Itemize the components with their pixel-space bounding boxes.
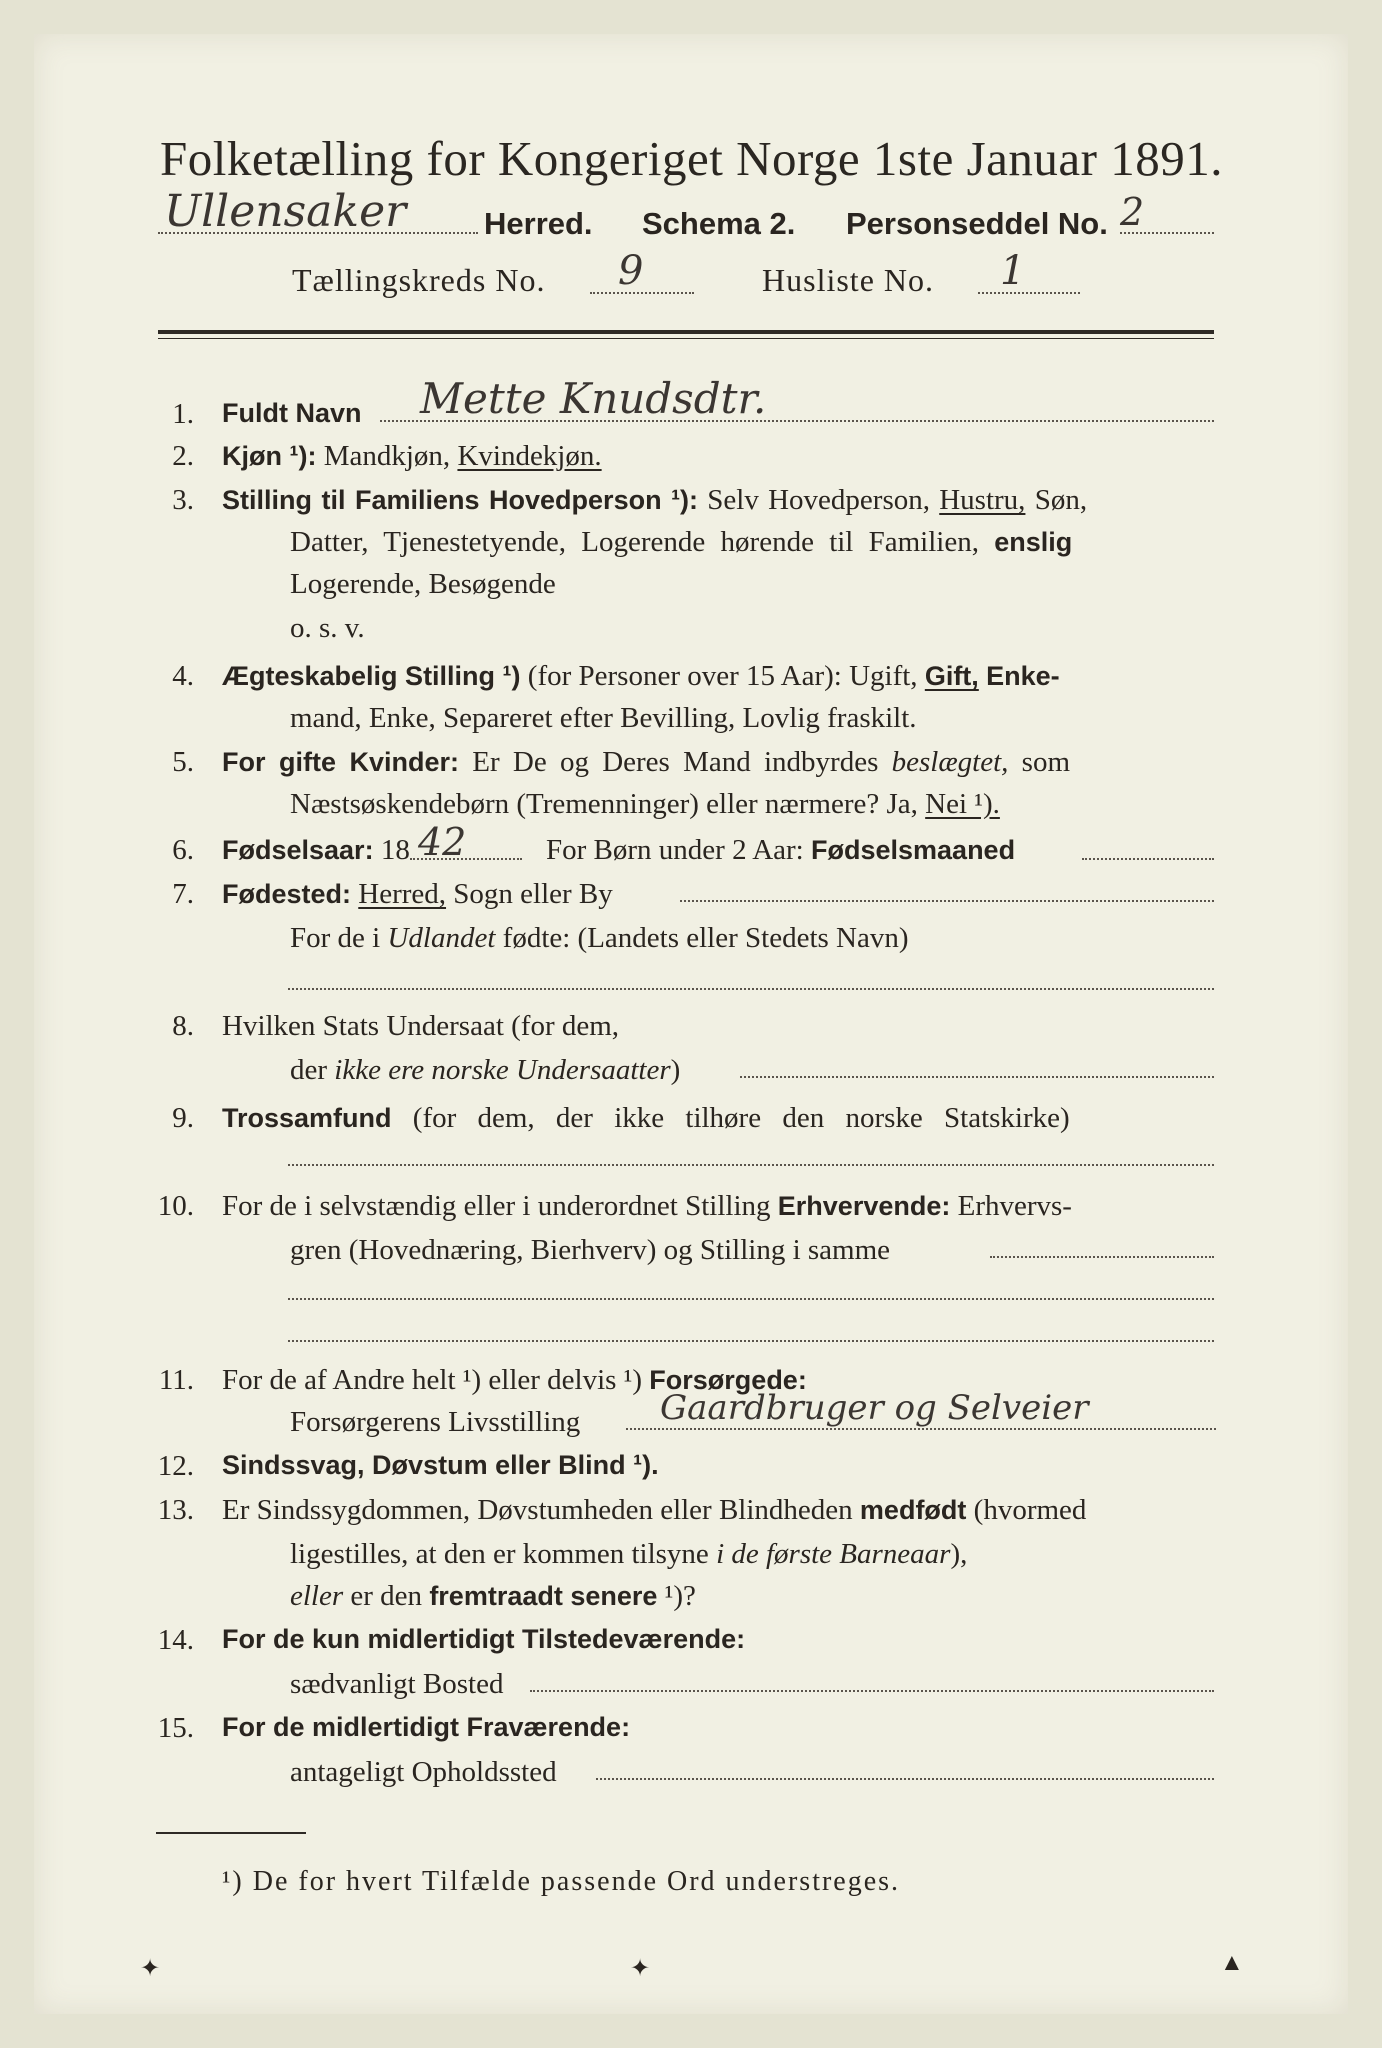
scan-mark-center: ✦ <box>630 1956 651 1982</box>
husliste-label: Husliste No. <box>762 262 934 298</box>
q13-fremtraadt-senere: fremtraadt senere <box>429 1581 658 1611</box>
q2-label: Kjøn ¹): <box>222 441 317 471</box>
q12-number: 12. <box>157 1450 194 1482</box>
q5-som: som <box>1021 746 1070 778</box>
q15-line2: antageligt Opholdssted <box>290 1756 557 1788</box>
q6-number: 6. <box>172 834 194 866</box>
q5-line2: Næstsøskendebørn (Tremenninger) eller nærmere? Ja, <box>290 788 918 820</box>
q12-label: Sindssvag, Døvstum eller Blind ¹). <box>222 1450 659 1480</box>
q10-erhvervende: Erhvervende: <box>777 1191 951 1221</box>
q1-name-value: Mette Knudsdtr. <box>420 374 767 423</box>
q3-option-hustru: Hustru, <box>939 484 1026 516</box>
q7-dotted-line <box>680 900 1214 902</box>
q2-option-mandkjon: Mandkjøn, <box>323 440 451 472</box>
q4-option-enke: Enke- <box>986 661 1060 691</box>
q3-option-enslig: enslig <box>994 527 1073 557</box>
q14-dotted-line <box>530 1690 1214 1692</box>
q13-line1-b: (hvormed <box>973 1494 1087 1526</box>
header-rule <box>158 330 1214 334</box>
q2-option-kvindekjon: Kvindekjøn. <box>457 440 602 472</box>
q15-number: 15. <box>157 1712 194 1744</box>
q8-number: 8. <box>172 1010 194 1042</box>
q8-line2-a: der <box>290 1054 328 1086</box>
q14-number: 14. <box>157 1624 194 1656</box>
q14-label: For de kun midlertidigt Tilstedeværende: <box>222 1624 746 1654</box>
q13-number: 13. <box>157 1494 194 1526</box>
q6-label: Fødselsaar: <box>222 835 374 865</box>
q3-option-hovedperson: Selv Hovedperson, <box>707 484 930 516</box>
scan-mark-right: ▲ <box>1220 1950 1244 1976</box>
q13-line3-a: eller <box>290 1580 344 1612</box>
q13-line3-b: er den <box>350 1580 423 1612</box>
personseddel-dotted-line <box>1120 232 1214 234</box>
q10-number: 10. <box>157 1190 194 1222</box>
q13-line1-a: Er Sindssygdommen, Døvstumheden eller Blindheden <box>222 1494 853 1526</box>
q13-line2-b: i de første Barneaar <box>716 1538 951 1570</box>
q6-fodselsmaaned: Fødselsmaaned <box>811 835 1016 865</box>
schema-label: Schema 2. <box>642 206 796 241</box>
q5-beslaegtet: beslægtet, <box>891 746 1009 778</box>
q3-number: 3. <box>172 484 194 516</box>
q1-label: Fuldt Navn <box>222 398 362 428</box>
husliste-dotted-line <box>978 292 1080 294</box>
q11-line2: Forsørgerens Livsstilling <box>290 1406 581 1438</box>
q10-answer-line-1 <box>288 1298 1214 1300</box>
q3-label: Stilling til Familiens Hovedperson ¹): <box>222 485 699 515</box>
q5-question-text: Er De og Deres Mand indbyrdes <box>472 746 879 778</box>
q6-year-value: 42 <box>418 820 467 864</box>
q6-maaned-dotted-line <box>1082 858 1214 860</box>
q6-year-prefix: 18 <box>380 834 410 866</box>
q7-udlandet: Udlandet <box>387 922 496 954</box>
personseddel-value: 2 <box>1120 190 1145 234</box>
form-title: Folketælling for Kongeriget Norge 1ste Januar 1891. <box>160 131 1223 186</box>
personseddel-label: Personseddel No. <box>846 206 1108 241</box>
q8-dotted-line <box>740 1076 1214 1078</box>
kreds-value: 9 <box>618 248 644 294</box>
husliste-value: 1 <box>1000 248 1026 294</box>
q9-answer-line <box>288 1164 1214 1166</box>
q13-medfodt: medfødt <box>859 1495 967 1525</box>
herred-value: Ullensaker <box>164 186 407 237</box>
q11-line1-a: For de af Andre helt ¹) eller delvis ¹) <box>222 1364 643 1396</box>
q15-dotted-line <box>596 1778 1214 1780</box>
herred-label: Herred. <box>484 206 593 241</box>
q13-line2-a: ligestilles, at den er kommen tilsyne <box>290 1538 709 1570</box>
q7-label: Fødested: <box>222 879 352 909</box>
q7-option-sogn: Sogn eller By <box>453 878 613 910</box>
q4-option-ugift: (for Personer over 15 Aar): Ugift, <box>527 660 918 692</box>
q6-year-dotted-line <box>410 858 522 860</box>
q8-line2-b: ikke ere norske Undersaatter <box>334 1054 671 1086</box>
q10-line1-a: For de i selvstændig eller i underordnet Stilling <box>222 1190 771 1222</box>
q8-line1: Hvilken Stats Undersaat (for dem, <box>222 1010 620 1042</box>
q3-option-son: Søn, <box>1034 484 1088 516</box>
q9-number: 9. <box>172 1102 194 1134</box>
scan-mark-left: ✦ <box>140 1956 161 1982</box>
q11-number: 11. <box>158 1364 194 1396</box>
q5-number: 5. <box>172 746 194 778</box>
q7-option-herred: Herred, <box>358 878 447 910</box>
q11-dotted-line <box>626 1428 1216 1430</box>
q3-options-line4: o. s. v. <box>290 612 365 644</box>
kreds-dotted-line <box>590 292 694 294</box>
q2-number: 2. <box>172 440 194 472</box>
q6-children-text: For Børn under 2 Aar: <box>546 834 804 866</box>
q1-number: 1. <box>172 398 194 430</box>
q10-dotted-line <box>990 1256 1214 1258</box>
q3-options-line2: Datter, Tjenestetyende, Logerende hørende til Familien, <box>290 526 979 558</box>
q10-line1-b: Erhvervs- <box>957 1190 1072 1222</box>
q7-number: 7. <box>172 878 194 910</box>
footnote-rule <box>156 1832 306 1834</box>
q9-label: Trossamfund <box>222 1103 392 1133</box>
q14-line2: sædvanligt Bosted <box>290 1668 504 1700</box>
q7-answer-line <box>288 988 1214 990</box>
q5-option-nei: Nei ¹). <box>925 788 1000 820</box>
q7-line2-b: fødte: (Landets eller Stedets Navn) <box>502 922 909 954</box>
q4-label: Ægteskabelig Stilling ¹) <box>222 661 521 691</box>
q15-label: For de midlertidigt Fraværende: <box>222 1712 631 1742</box>
footnote: ¹) De for hvert Tilfælde passende Ord understreges. <box>222 1866 901 1897</box>
q9-text: (for dem, der ikke tilhøre den norske Statskirke) <box>412 1102 1070 1134</box>
q11-value: Gaardbruger og Selveier <box>660 1388 1089 1428</box>
q5-label: For gifte Kvinder: <box>222 747 460 777</box>
q10-line2: gren (Hovednæring, Bierhverv) og Stilling i samme <box>290 1234 891 1266</box>
q4-options-line2: mand, Enke, Separeret efter Bevilling, Lovlig fraskilt. <box>290 702 917 734</box>
q10-answer-line-2 <box>288 1340 1214 1342</box>
q4-number: 4. <box>172 660 194 692</box>
q3-options-line3: Logerende, Besøgende <box>290 568 556 600</box>
header-rule-thin <box>158 338 1214 339</box>
q11-forsorgede: Forsørgede: <box>649 1365 807 1395</box>
q4-option-gift: Gift, <box>924 661 979 691</box>
kreds-label: Tællingskreds No. <box>292 262 546 298</box>
q7-line2-a: For de i <box>290 922 381 954</box>
